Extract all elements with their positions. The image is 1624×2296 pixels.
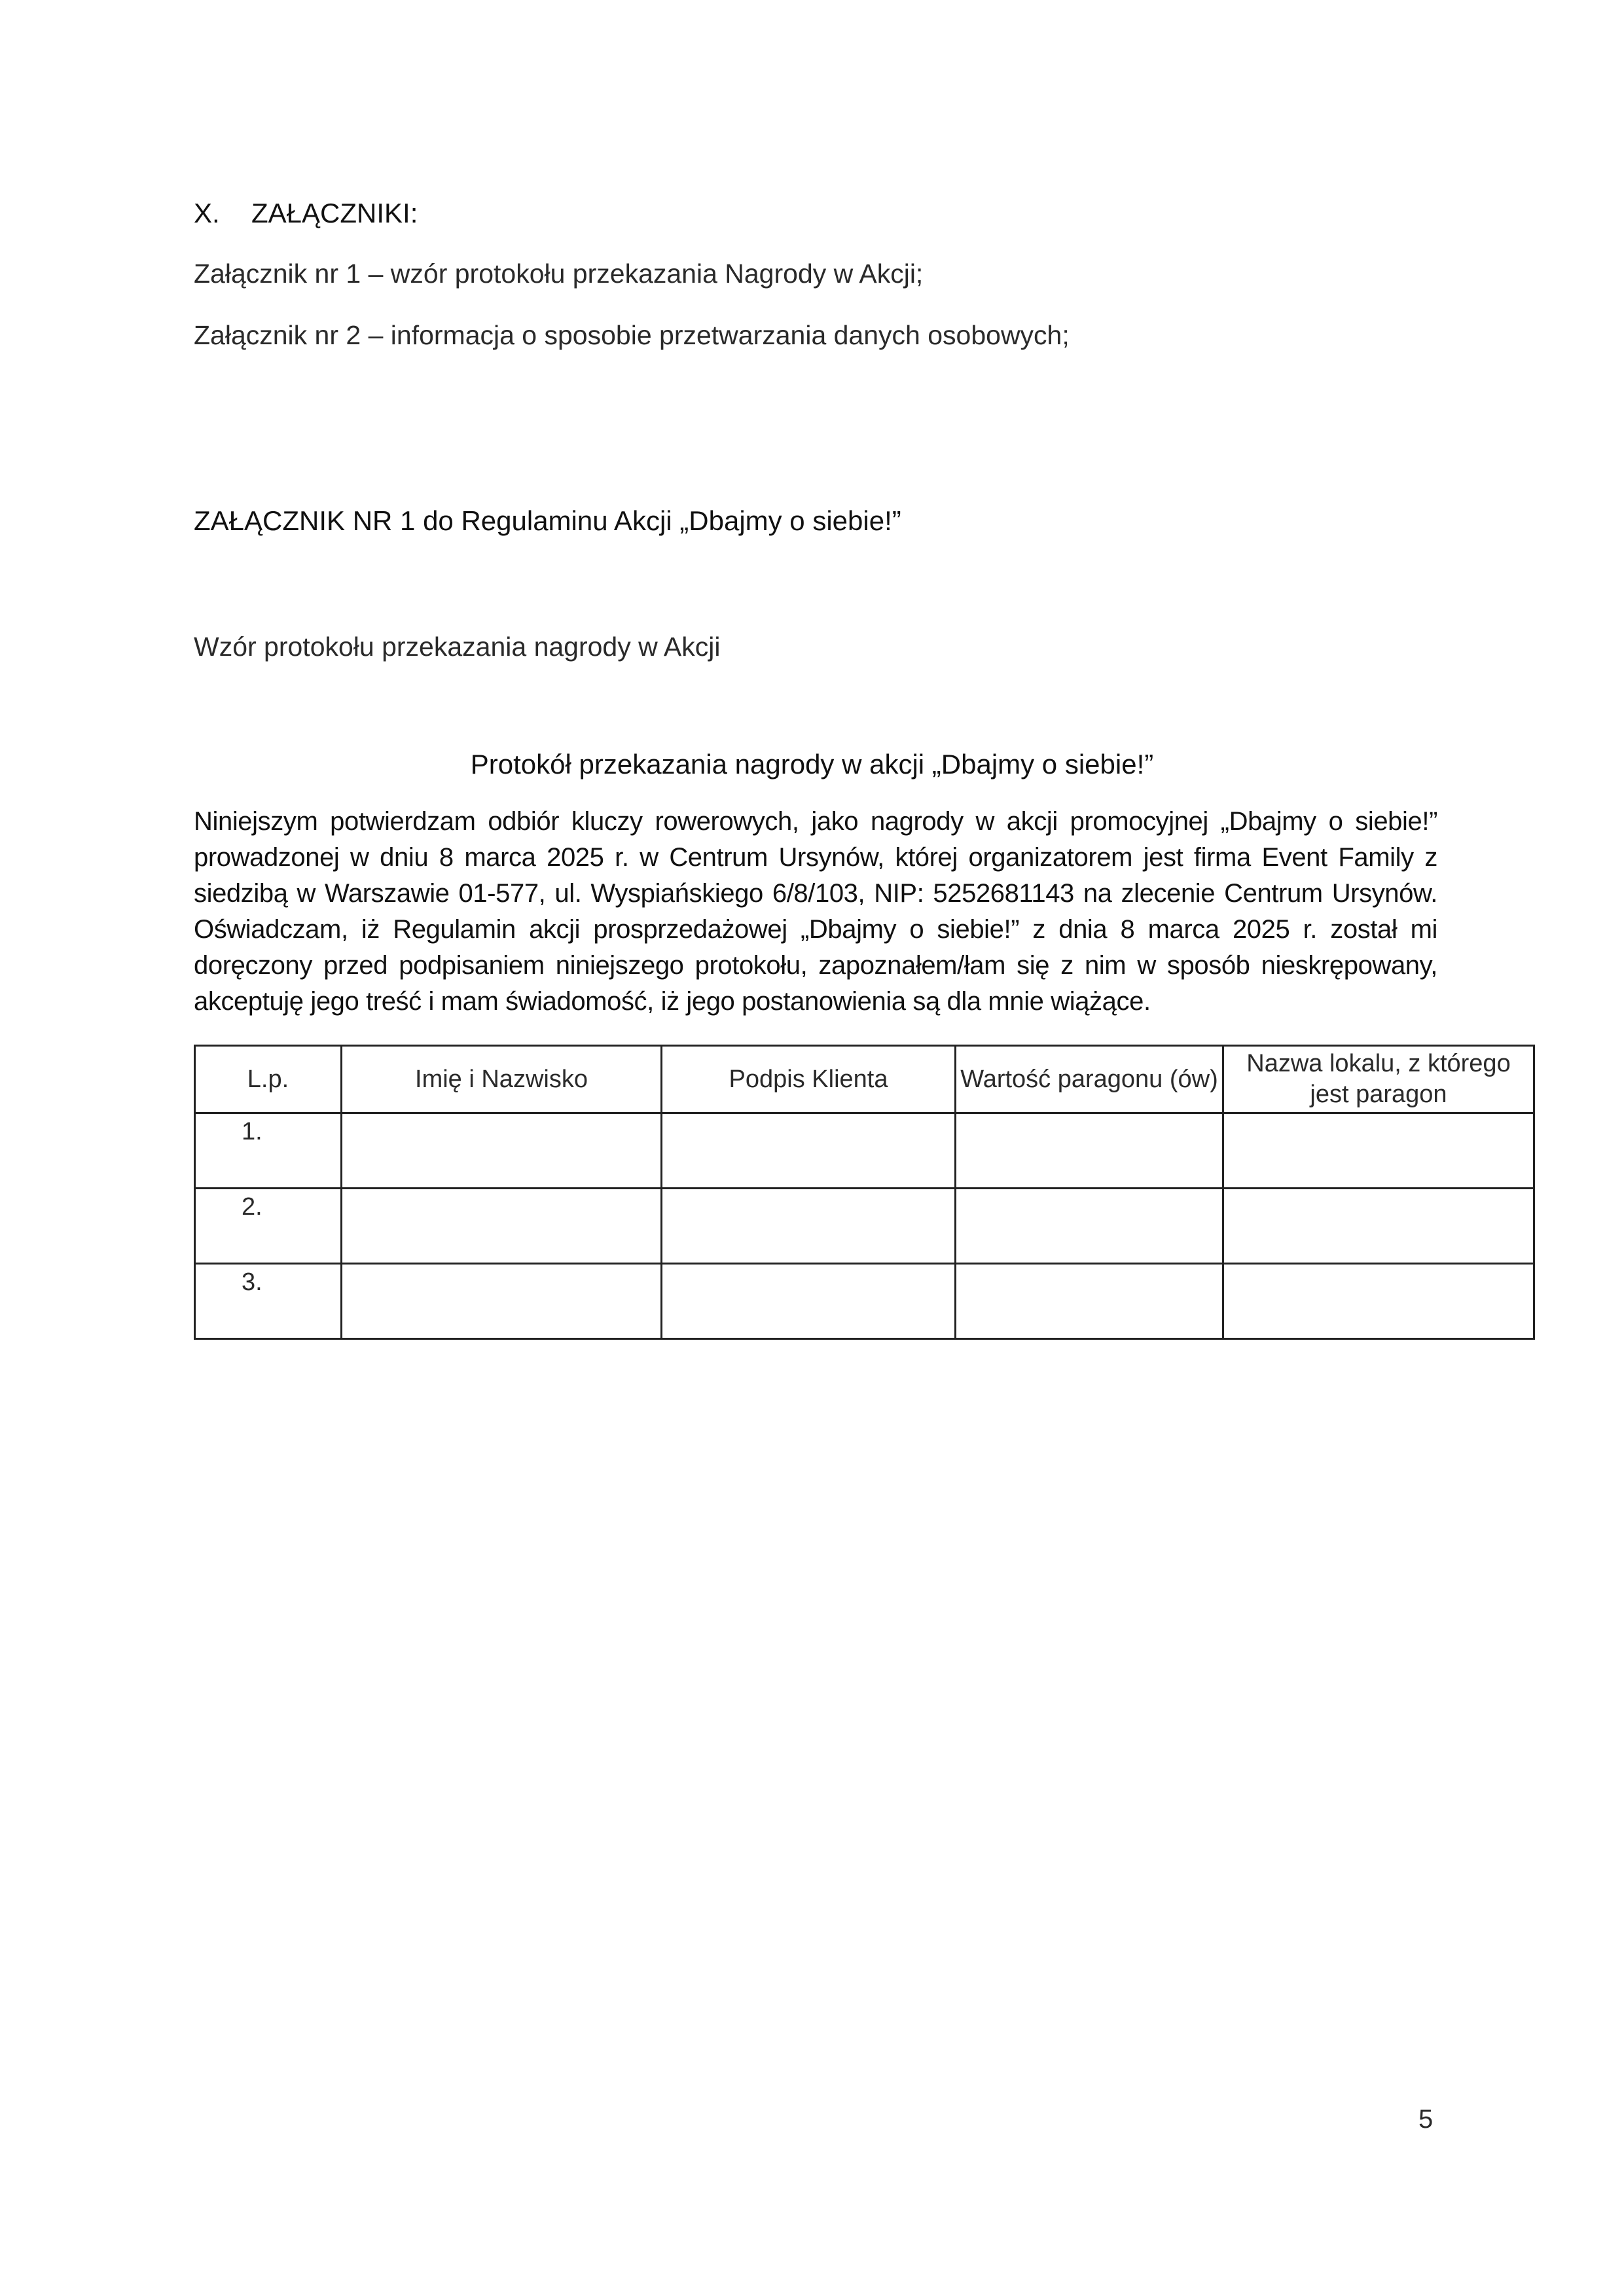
attachment-1: Załącznik nr 1 – wzór protokołu przekazania Nagrody w Akcji;	[194, 259, 924, 289]
signature-cell[interactable]	[662, 1113, 956, 1189]
venue-cell[interactable]	[1223, 1113, 1534, 1189]
attachment-2: Załącznik nr 2 – informacja o sposobie przetwarzania danych osobowych;	[194, 320, 1070, 350]
receipt-value-cell[interactable]	[956, 1264, 1223, 1339]
template-title: Wzór protokołu przekazania nagrody w Akcji	[194, 632, 721, 662]
name-cell[interactable]	[342, 1264, 662, 1339]
row-lp: 3.	[195, 1264, 342, 1339]
name-cell[interactable]	[342, 1189, 662, 1264]
prize-handover-table	[194, 1045, 1535, 1340]
header-name: Imię i Nazwisko	[342, 1046, 662, 1113]
signature-cell[interactable]	[662, 1189, 956, 1264]
row-lp: 1.	[195, 1113, 342, 1189]
page-number: 5	[1418, 2105, 1434, 2134]
header-lp: L.p.	[195, 1046, 342, 1113]
annex-title: ZAŁĄCZNIK NR 1 do Regulaminu Akcji „Dbajmy o siebie!”	[194, 505, 901, 536]
section-number: X.	[194, 198, 220, 228]
name-cell[interactable]	[342, 1113, 662, 1189]
table-row	[195, 1113, 1534, 1189]
header-venue: Nazwa lokalu, z którego jest paragon	[1223, 1046, 1534, 1113]
row-lp: 2.	[195, 1189, 342, 1264]
table-header-row	[195, 1046, 1534, 1113]
header-receipt-value: Wartość paragonu (ów)	[956, 1046, 1223, 1113]
receipt-value-cell[interactable]	[956, 1189, 1223, 1264]
table-row	[195, 1264, 1534, 1339]
signature-cell[interactable]	[662, 1264, 956, 1339]
protocol-title: Protokół przekazania nagrody w akcji „Dbajmy o siebie!”	[470, 749, 1154, 780]
table-row	[195, 1189, 1534, 1264]
receipt-value-cell[interactable]	[956, 1113, 1223, 1189]
venue-cell[interactable]	[1223, 1189, 1534, 1264]
header-signature: Podpis Klienta	[662, 1046, 956, 1113]
section-heading	[194, 195, 418, 232]
protocol-body: Niniejszym potwierdzam odbiór kluczy rowerowych, jako nagrody w akcji promocyjnej „Dbajmy o siebie!” prowadzonej w dniu 8 marca 2025 r. w Centrum Ursynów, której organizatorem jest firma Event Family z siedzibą w Warszawie 01-577, ul. Wyspiańskiego 6/8/103, NIP: 5252681143 na zlecenie Centrum Ursynów. Oświadczam, iż Regulamin akcji prosprzedażowej „Dbajmy o siebie!” z dnia 8 marca 2025 r. został mi doręczony przed podpisaniem niniejszego protokołu, zapoznałem/łam się z nim w sposób nieskrępowany, akceptuję jego treść i mam świadomość, iż jego postanowienia są dla mnie wiążące.	[194, 807, 1437, 1016]
venue-cell[interactable]	[1223, 1264, 1534, 1339]
section-title: ZAŁĄCZNIKI:	[251, 198, 418, 228]
